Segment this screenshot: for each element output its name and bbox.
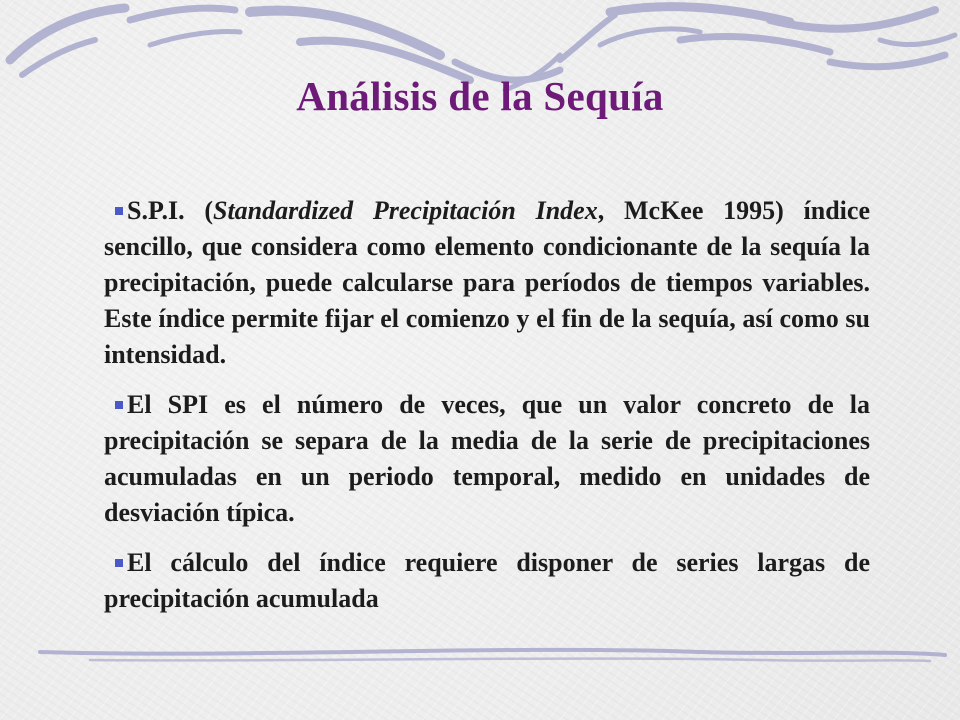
bullet-spi-definition (104, 193, 870, 373)
bullet-text-part: , McKee 1995) índice sencillo, que considera como elemento condicionante de la sequía la precipitación, puede calcularse para períodos de tiempos variables. Este índice permite fijar el comienzo y el fin de la sequía, así como su intensidad. (104, 196, 870, 369)
slide-title: Análisis de la Sequía (296, 73, 664, 119)
bullet-text: El cálculo del índice requiere disponer de series largas de precipitación acumulada (104, 548, 870, 613)
bullet-spi-requirement (104, 545, 870, 617)
square-bullet-icon (115, 207, 123, 215)
square-bullet-icon (115, 401, 123, 409)
bullet-text-italic: Standardized Precipitación Index (212, 196, 598, 225)
bullet-text: El SPI es el número de veces, que un valor concreto de la precipitación se separa de la media de la serie de precipitaciones acumuladas en un periodo temporal, medido en unidades de desviación típica. (104, 390, 870, 527)
square-bullet-icon (115, 559, 123, 567)
bullet-list (104, 193, 870, 617)
bullet-text-part: S.P.I. ( (127, 196, 213, 225)
bullet-spi-meaning (104, 387, 870, 531)
